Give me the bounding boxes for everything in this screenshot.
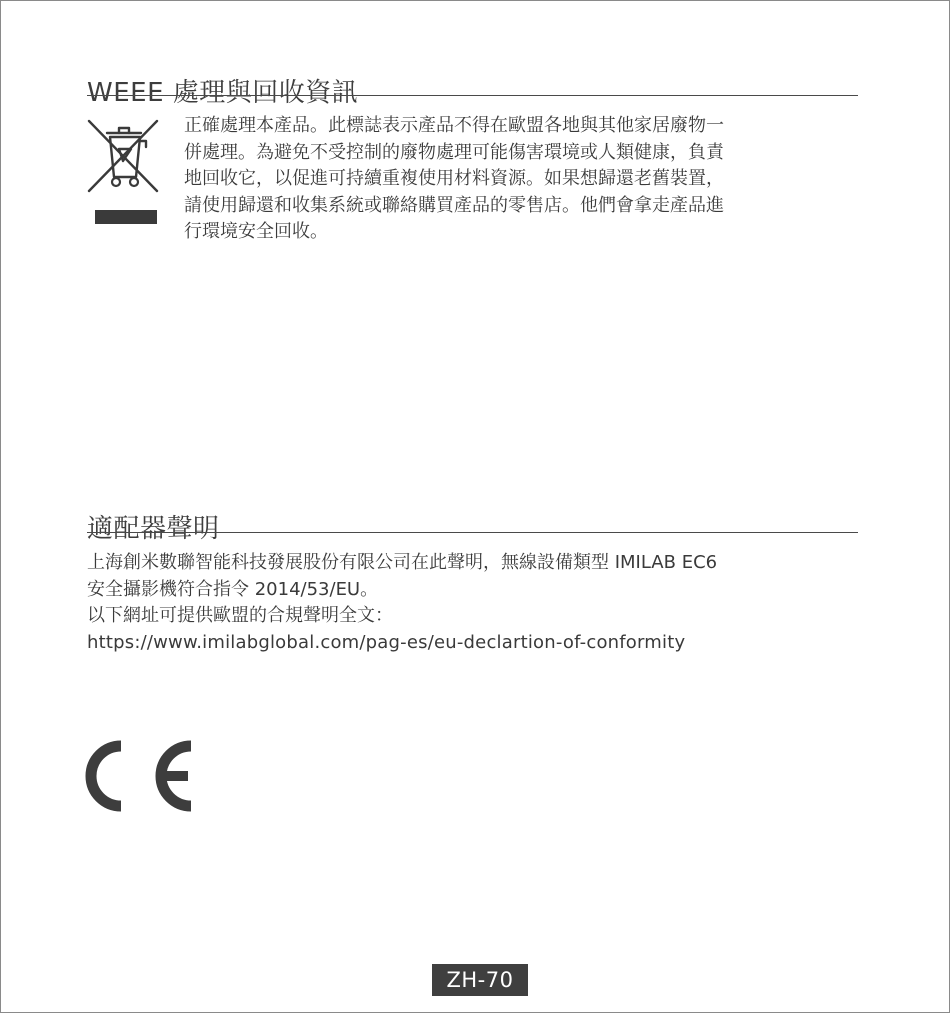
declaration-lines bbox=[87, 550, 867, 630]
declaration-url: https://www.imilabglobal.com/pag-es/eu-declartion-of-conformity bbox=[87, 631, 686, 653]
declaration-body-text bbox=[87, 550, 867, 656]
crossed-out-wheelie-bin-icon bbox=[83, 115, 163, 230]
page-number-badge: ZH-70 bbox=[432, 964, 528, 996]
declaration-body-line: 以下網址可提供歐盟的合規聲明全文： bbox=[87, 605, 393, 626]
weee-body-line: 地回收它，以促進可持續重複使用材料資源。如果想歸還老舊裝置， bbox=[184, 168, 724, 189]
weee-body-line: 行環境安全回收。 bbox=[184, 221, 328, 242]
weee-body-line: 併處理。為避免不受控制的廢物處理可能傷害環境或人類健康，負責 bbox=[184, 141, 724, 163]
declaration-section-title: 適配器聲明 bbox=[87, 514, 220, 545]
weee-body-line: 正確處理本產品。此標誌表示產品不得在歐盟各地與其他家居廢物一 bbox=[184, 115, 724, 136]
declaration-body-line: 上海創米數聯智能科技發展股份有限公司在此聲明，無線設備類型 IMILAB EC6 bbox=[87, 552, 718, 573]
weee-body-line: 請使用歸還和收集系統或聯絡購買產品的零售店。他們會拿走產品進 bbox=[184, 194, 724, 216]
declaration-body-line: 安全攝影機符合指令 2014/53/EU。 bbox=[87, 578, 379, 600]
weee-title-divider bbox=[87, 95, 858, 96]
weee-section-title: WEEE 處理與回收資訊 bbox=[87, 78, 359, 109]
declaration-title-divider bbox=[87, 532, 858, 533]
ce-mark-icon bbox=[81, 736, 197, 816]
weee-body-text bbox=[184, 113, 860, 246]
